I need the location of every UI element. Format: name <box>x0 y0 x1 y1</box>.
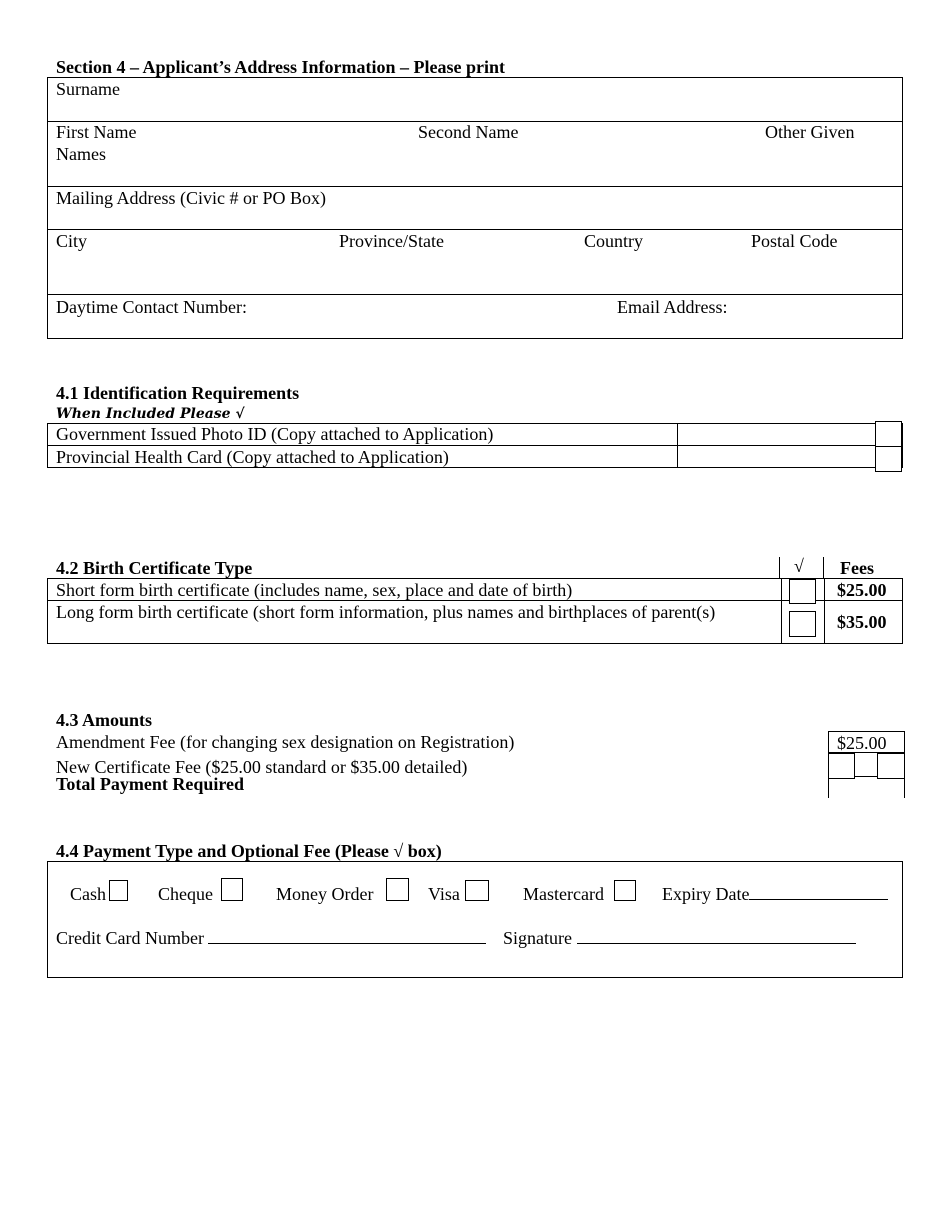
credit-card-field[interactable] <box>208 928 486 944</box>
signature-label: Signature <box>503 928 572 948</box>
city-label: City <box>56 231 88 251</box>
mastercard-label: Mastercard <box>523 884 604 904</box>
new-cert-amount-box-left[interactable] <box>828 753 855 779</box>
money-order-checkbox[interactable] <box>386 878 409 901</box>
amendment-amount: $25.00 <box>837 733 887 753</box>
names-label: Names <box>56 144 106 164</box>
divider <box>855 776 877 777</box>
photo-id-checkbox[interactable] <box>875 421 902 447</box>
mailing-address-field[interactable] <box>48 208 902 228</box>
postal-code-label: Postal Code <box>751 231 838 251</box>
cash-label: Cash <box>70 884 106 904</box>
id-row-health: Provincial Health Card (Copy attached to Application) <box>56 447 449 467</box>
credit-card-label: Credit Card Number <box>56 928 204 948</box>
mastercard-checkbox[interactable] <box>614 880 636 901</box>
id-row-photo: Government Issued Photo ID (Copy attached to Application) <box>56 424 494 444</box>
city-fields[interactable] <box>48 255 902 293</box>
divider <box>677 423 678 468</box>
first-name-label: First Name <box>56 122 137 142</box>
daytime-contact-label: Daytime Contact Number: <box>56 297 247 317</box>
divider <box>781 578 782 644</box>
signature-field[interactable] <box>577 928 856 944</box>
divider <box>779 557 780 578</box>
new-cert-amount-box-right[interactable] <box>877 753 905 779</box>
short-form-label: Short form birth certificate (includes name, sex, place and date of birth) <box>56 580 573 600</box>
cheque-checkbox[interactable] <box>221 878 243 901</box>
s41-subtitle: When Included Please √ <box>56 406 245 422</box>
new-cert-label: New Certificate Fee ($25.00 standard or $35.00 detailed) <box>56 757 468 777</box>
cash-checkbox[interactable] <box>109 880 128 901</box>
s41-title: 4.1 Identification Requirements <box>56 383 300 403</box>
divider <box>47 294 903 295</box>
name-fields[interactable] <box>48 165 902 185</box>
money-order-label: Money Order <box>276 884 374 904</box>
visa-checkbox[interactable] <box>465 880 489 901</box>
long-form-label: Long form birth certificate (short form information, plus names and birthplaces of parent(s) <box>56 602 716 622</box>
credit-card-row <box>56 927 486 949</box>
divider <box>823 557 824 578</box>
signature-row <box>503 927 856 949</box>
check-header: √ <box>794 556 804 576</box>
s44-title: 4.4 Payment Type and Optional Fee (Please √ box) <box>56 841 442 861</box>
amendment-label: Amendment Fee (for changing sex designation on Registration) <box>56 732 515 752</box>
surname-field[interactable] <box>48 100 902 120</box>
s42-title: 4.2 Birth Certificate Type <box>56 558 253 578</box>
short-form-fee: $25.00 <box>837 580 887 600</box>
divider <box>904 779 905 798</box>
province-state-label: Province/State <box>339 231 444 251</box>
total-label: Total Payment Required <box>56 774 245 794</box>
divider <box>824 578 825 644</box>
second-name-label: Second Name <box>418 122 519 142</box>
payment-table <box>47 861 903 978</box>
s43-title: 4.3 Amounts <box>56 710 153 730</box>
section4-title: Section 4 – Applicant’s Address Information – Please print <box>56 57 506 77</box>
mailing-address-label: Mailing Address (Civic # or PO Box) <box>56 188 326 208</box>
contact-fields[interactable] <box>48 318 902 338</box>
divider <box>828 779 829 798</box>
expiry-label <box>662 883 888 905</box>
expiry-date-label: Expiry Date <box>662 884 750 904</box>
long-form-fee: $35.00 <box>837 612 887 632</box>
expiry-date-field[interactable] <box>749 884 888 900</box>
email-address-label: Email Address: <box>617 297 728 317</box>
short-form-checkbox[interactable] <box>789 579 816 604</box>
fees-header: Fees <box>840 558 874 578</box>
health-card-checkbox[interactable] <box>875 446 902 472</box>
other-given-label: Other Given <box>765 122 855 142</box>
cheque-label: Cheque <box>158 884 213 904</box>
country-label: Country <box>584 231 644 251</box>
long-form-checkbox[interactable] <box>789 611 816 637</box>
visa-label: Visa <box>428 884 460 904</box>
surname-label: Surname <box>56 79 120 99</box>
